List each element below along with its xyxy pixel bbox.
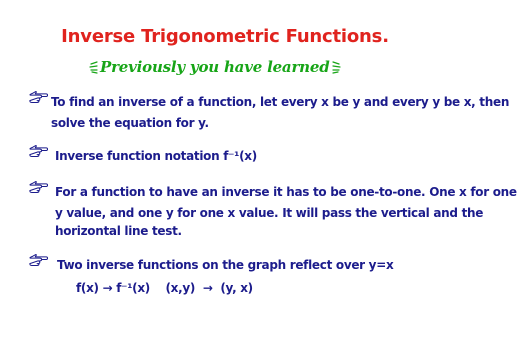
pointing-hand-icon [28, 253, 48, 267]
bullet-3-line-1: For a function to have an inverse it has to be one-to-one. One x for one [55, 185, 517, 199]
bullet-3-line-2: y value, and one y for one x value. It will pass the vertical and the [55, 206, 484, 220]
pointing-hand-icon [28, 90, 48, 104]
subtitle-row [88, 57, 342, 77]
bullet-2-line-1: Inverse function notation f⁻¹(x) [55, 149, 257, 163]
bullet-4-line-1: Two inverse functions on the graph reflect over y=x [57, 258, 394, 272]
pointing-hand-icon [28, 180, 48, 194]
flourish-left-icon [88, 60, 98, 74]
flourish-right-icon [332, 60, 342, 74]
slide-title: Inverse Trigonometric Functions. [61, 26, 389, 47]
bullet-1-line-1: To find an inverse of a function, let every x be y and every y be x, then [51, 95, 510, 109]
bullet-1-line-2: solve the equation for y. [51, 116, 209, 130]
pointing-hand-icon [28, 144, 48, 158]
subtitle: Previously you have learned [100, 58, 330, 76]
bullet-4-line-2: f(x) → f⁻¹(x) (x,y) → (y, x) [76, 281, 253, 295]
bullet-3-line-3: horizontal line test. [55, 224, 182, 238]
